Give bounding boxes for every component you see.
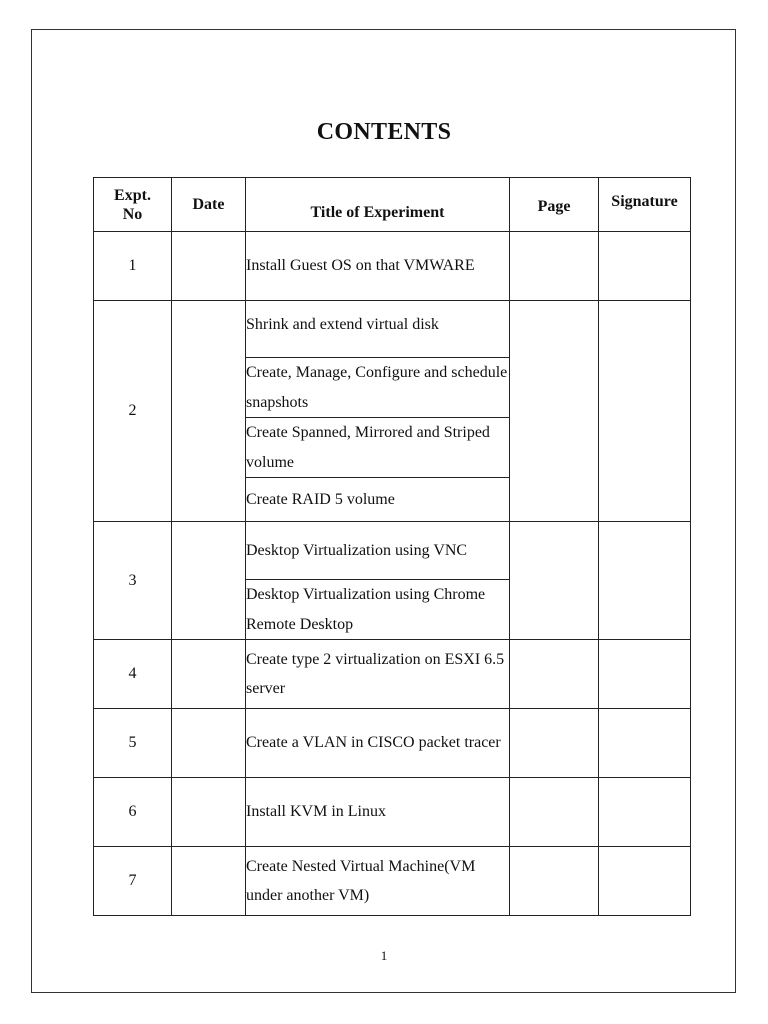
table-row	[94, 847, 691, 916]
expt-number: 7	[94, 847, 172, 916]
page-cell	[510, 847, 599, 916]
page-title: CONTENTS	[316, 119, 452, 145]
page-cell	[510, 640, 599, 709]
signature-cell	[599, 709, 691, 778]
header-title-of-experiment: Title of Experiment	[246, 178, 510, 232]
experiment-title: Shrink and extend virtual disk	[246, 301, 510, 358]
date-cell	[172, 709, 246, 778]
date-cell	[172, 301, 246, 522]
table-row	[94, 778, 691, 847]
date-cell	[172, 232, 246, 301]
experiment-title: Desktop Virtualization using Chrome Remote Desktop	[246, 580, 510, 640]
header-signature: Signature	[599, 178, 691, 232]
table-row	[94, 522, 691, 580]
signature-cell	[599, 301, 691, 522]
experiment-title: Create Spanned, Mirrored and Striped volume	[246, 418, 510, 478]
contents-table	[93, 177, 691, 916]
page-cell	[510, 778, 599, 847]
date-cell	[172, 640, 246, 709]
experiment-title: Install Guest OS on that VMWARE	[246, 232, 510, 301]
expt-number: 1	[94, 232, 172, 301]
experiment-title: Create Nested Virtual Machine(VM under another VM)	[246, 847, 510, 916]
header-page: Page	[510, 178, 599, 232]
page-cell	[510, 301, 599, 522]
expt-number: 6	[94, 778, 172, 847]
signature-cell	[599, 232, 691, 301]
experiment-title: Create type 2 virtualization on ESXI 6.5 server	[246, 640, 510, 709]
experiment-title: Create RAID 5 volume	[246, 478, 510, 522]
date-cell	[172, 778, 246, 847]
date-cell	[172, 522, 246, 640]
signature-cell	[599, 640, 691, 709]
signature-cell	[599, 522, 691, 640]
page-number: 1	[380, 948, 388, 963]
expt-number: 3	[94, 522, 172, 640]
signature-cell	[599, 778, 691, 847]
experiment-title: Desktop Virtualization using VNC	[246, 522, 510, 580]
expt-number: 5	[94, 709, 172, 778]
table-row	[94, 640, 691, 709]
page-cell	[510, 522, 599, 640]
page-cell	[510, 709, 599, 778]
experiment-title: Create, Manage, Configure and schedule snapshots	[246, 358, 510, 418]
page-cell	[510, 232, 599, 301]
experiment-title: Install KVM in Linux	[246, 778, 510, 847]
table-row	[94, 709, 691, 778]
experiment-title: Create a VLAN in CISCO packet tracer	[246, 709, 510, 778]
signature-cell	[599, 847, 691, 916]
expt-number: 4	[94, 640, 172, 709]
table-row	[94, 232, 691, 301]
header-expt-no: Expt. No	[94, 178, 172, 232]
date-cell	[172, 847, 246, 916]
header-date: Date	[172, 178, 246, 232]
expt-number: 2	[94, 301, 172, 522]
header-row	[94, 178, 691, 232]
table-row	[94, 301, 691, 358]
